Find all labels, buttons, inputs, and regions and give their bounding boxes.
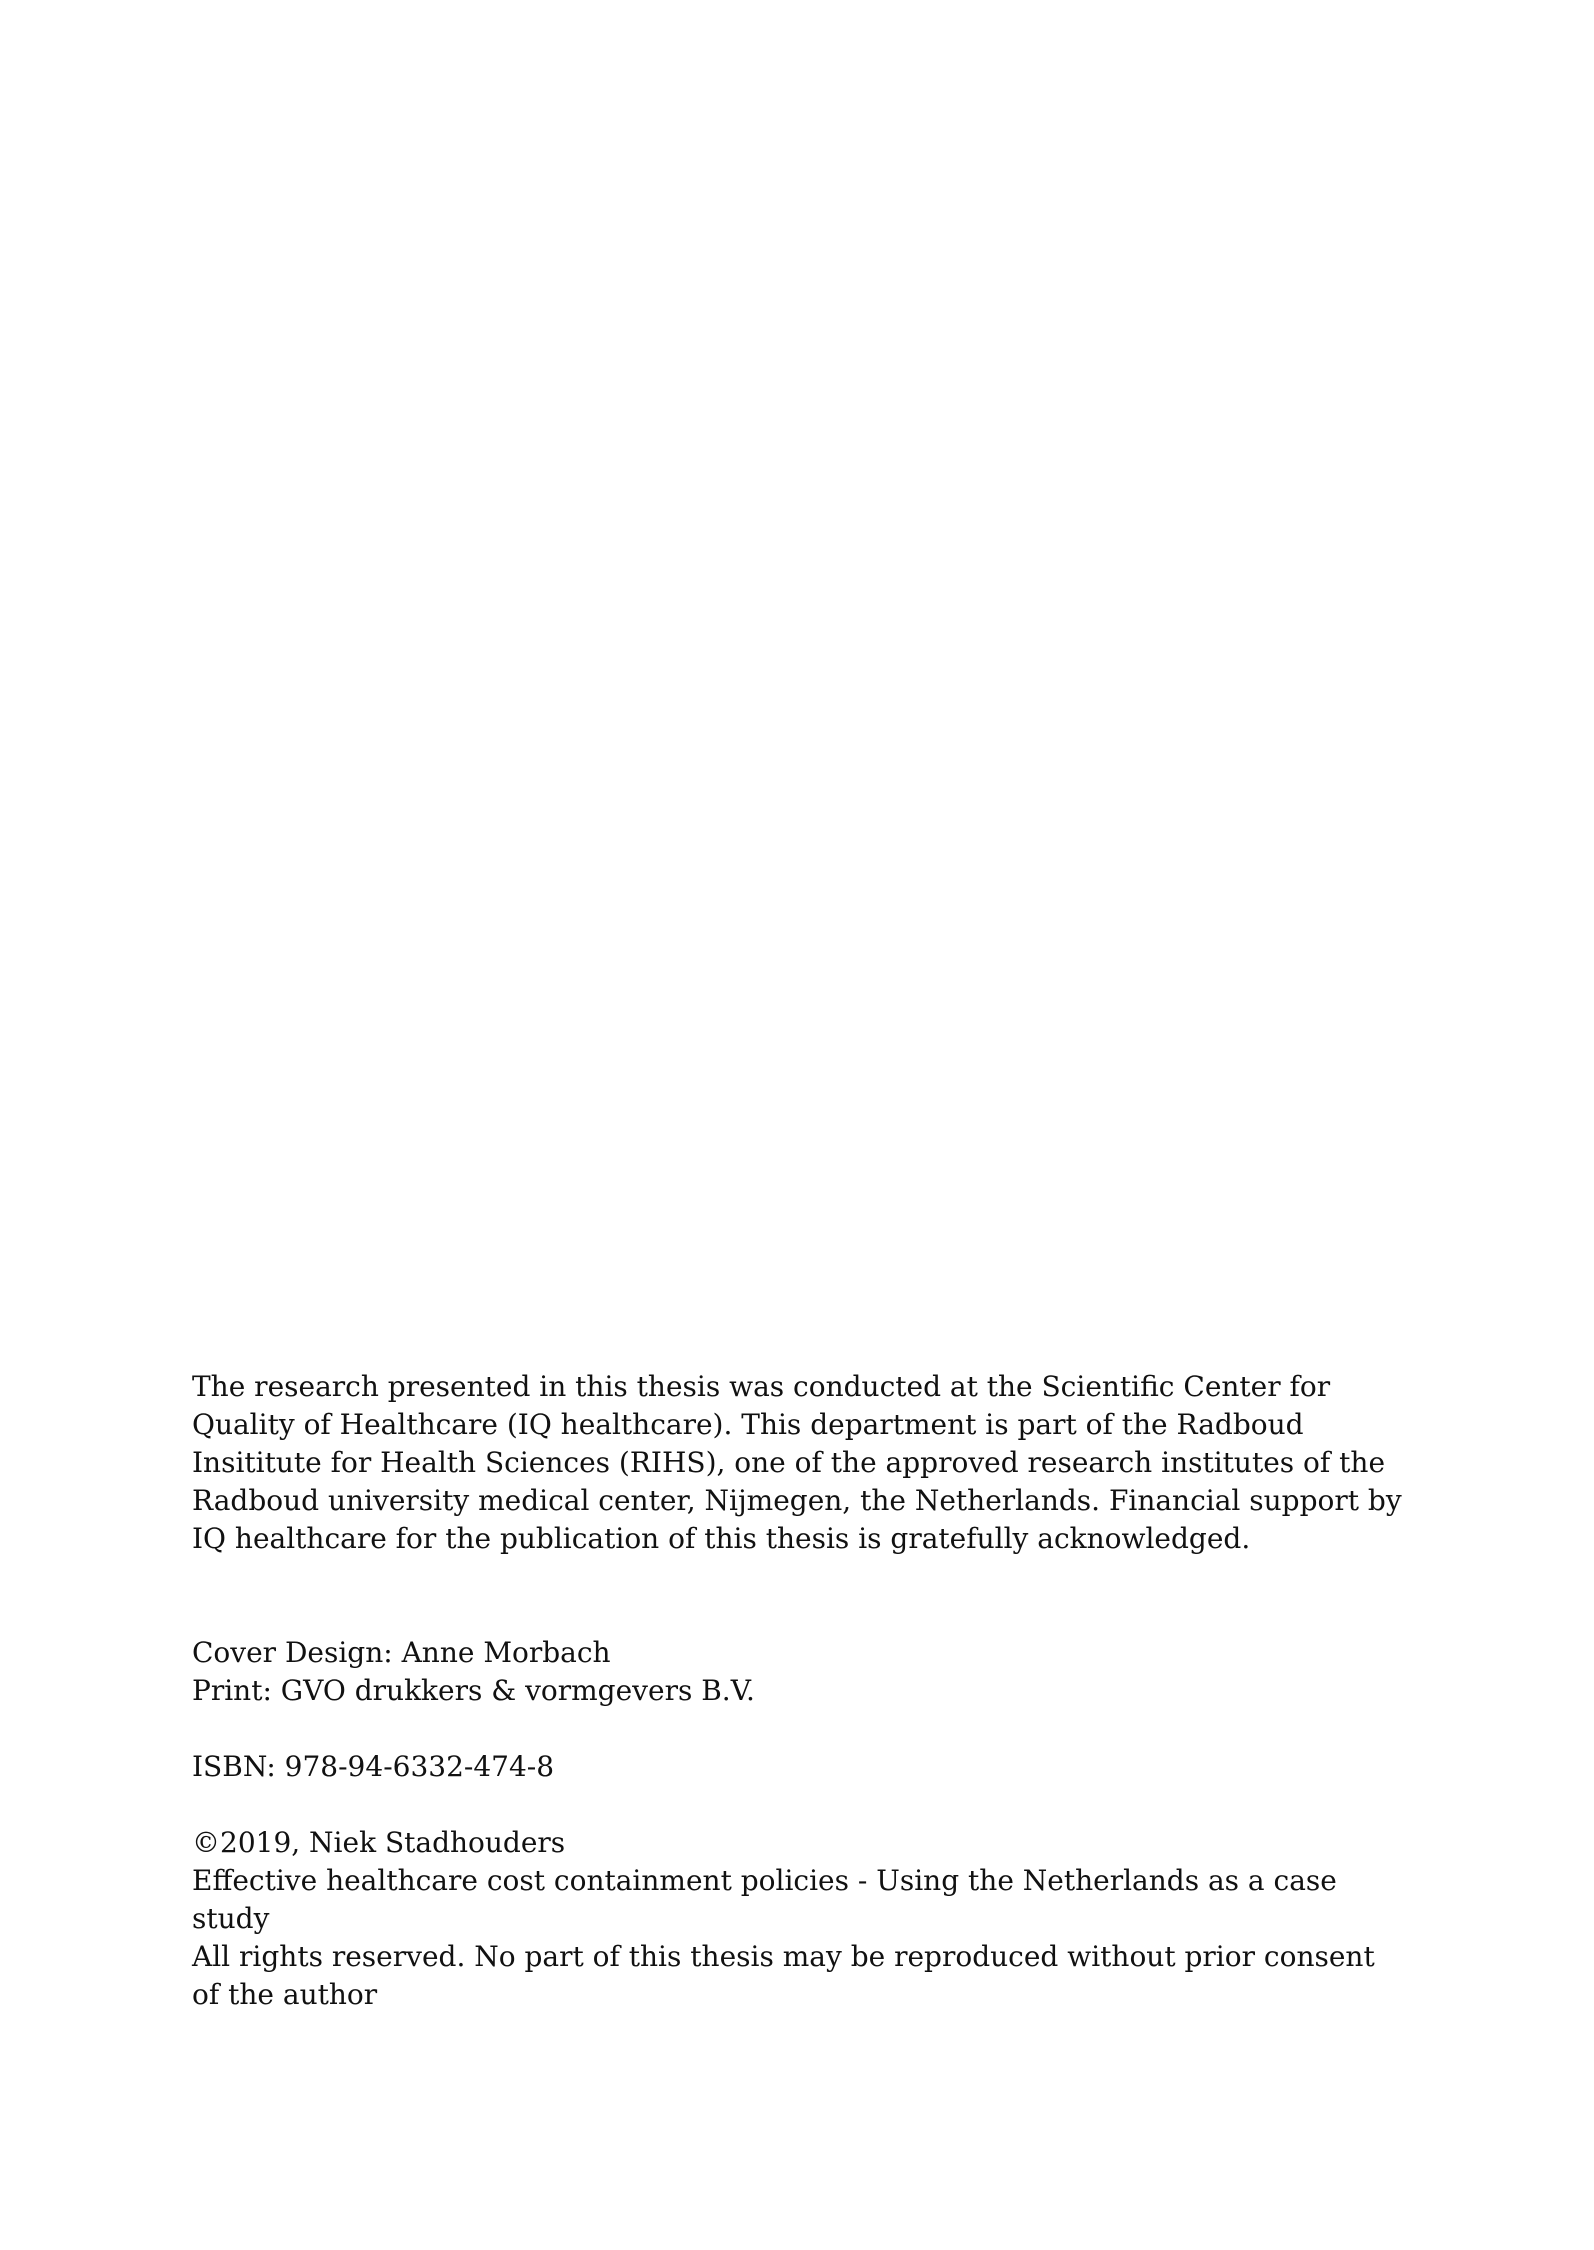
research-line: IQ healthcare for the publication of this thesis is gratefully acknowledged. bbox=[192, 1522, 1251, 1555]
research-line: Radboud university medical center, Nijmegen, the Netherlands. Financial support by bbox=[192, 1484, 1402, 1517]
colophon-block bbox=[192, 1368, 1402, 2014]
spacer bbox=[192, 1710, 1372, 1748]
research-statement bbox=[192, 1368, 1402, 1558]
rights-line: All rights reserved. No part of this thesis may be reproduced without prior consent bbox=[192, 1940, 1375, 1973]
copyright-notice bbox=[192, 1824, 1375, 2014]
research-line: The research presented in this thesis was conducted at the Scientific Center for bbox=[192, 1370, 1331, 1403]
spacer bbox=[192, 1558, 1372, 1634]
copyright-line: ©2019, Niek Stadhouders bbox=[192, 1826, 566, 1859]
rights-line: of the author bbox=[192, 1978, 378, 2011]
print-credit: Print: GVO drukkers & vormgevers B.V. bbox=[192, 1674, 755, 1707]
isbn: ISBN: 978-94-6332-474-8 bbox=[192, 1750, 555, 1783]
research-line: Insititute for Health Sciences (RIHS), one of the approved research institutes of the bbox=[192, 1446, 1386, 1479]
credits bbox=[192, 1634, 1372, 1710]
spacer bbox=[192, 1786, 1372, 1824]
research-line: Quality of Healthcare (IQ healthcare). This department is part of the Radboud bbox=[192, 1408, 1304, 1441]
thesis-title-line: Effective healthcare cost containment policies - Using the Netherlands as a case bbox=[192, 1864, 1337, 1897]
cover-design-credit: Cover Design: Anne Morbach bbox=[192, 1636, 611, 1669]
thesis-title-line: study bbox=[192, 1902, 270, 1935]
